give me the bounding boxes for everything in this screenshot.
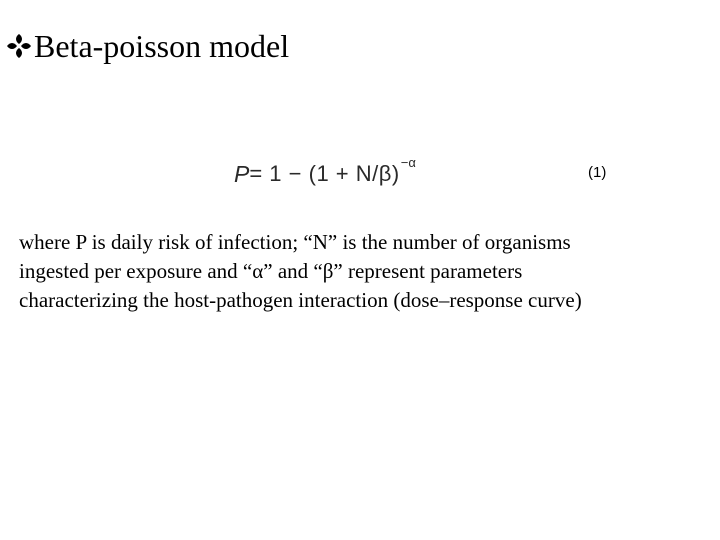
slide-title-row [6, 28, 289, 64]
definition-paragraph: where P is daily risk of infection; “N” is the number of organisms ingested per exposure and “α” and “β” represent parameters characterizing the host-pathogen interaction (dose–response curve) [19, 230, 582, 312]
beta-poisson-formula [234, 150, 416, 188]
formula-rhs: = 1 − (1 + N/β) [249, 161, 400, 186]
formula-exponent: −α [400, 155, 416, 170]
formula-lhs: P [234, 161, 250, 187]
equation-number: (1) [588, 164, 607, 181]
slide-title: Beta-poisson model [34, 28, 290, 64]
diamond-bullet-icon [6, 31, 32, 61]
